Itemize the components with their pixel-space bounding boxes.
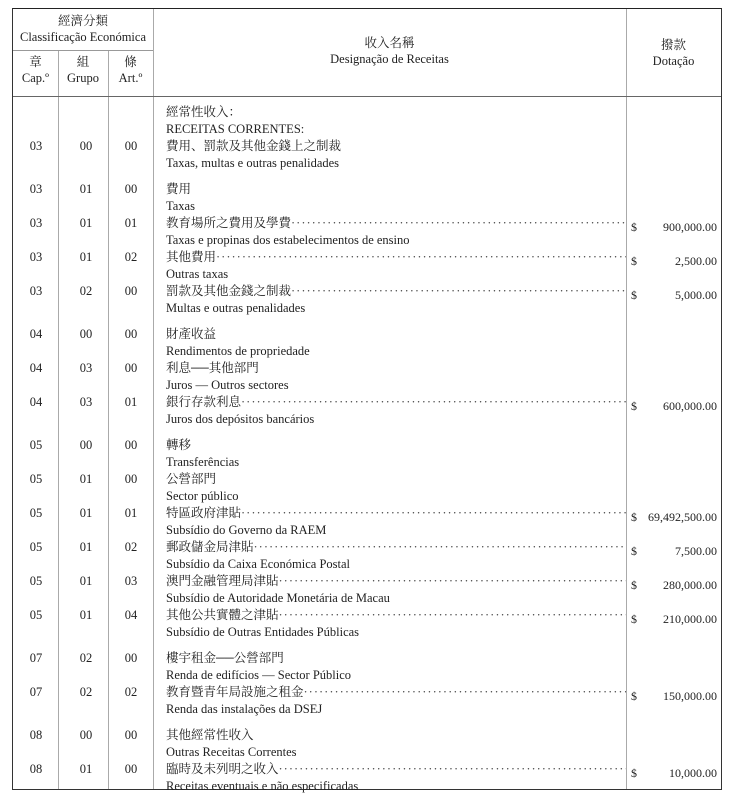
classification-header	[13, 13, 153, 45]
art-code: 01	[124, 395, 138, 409]
currency-symbol: $	[631, 544, 637, 558]
table-row	[13, 437, 721, 471]
designation-zh	[166, 394, 626, 411]
grupo-code: 01	[79, 216, 93, 230]
cap-zh: 章	[29, 55, 42, 69]
art-header	[108, 54, 153, 86]
art-code: 00	[124, 472, 138, 486]
grupo-code: 01	[79, 182, 93, 196]
grupo-code: 01	[79, 506, 93, 520]
dot-leader	[279, 573, 626, 590]
cap-code: 05	[29, 608, 43, 622]
designation-header	[153, 35, 626, 67]
grupo-code: 00	[79, 139, 93, 153]
designation-text: 其他費用	[166, 250, 217, 264]
designation-pt: Multas e outras penalidades	[166, 301, 306, 315]
grupo-code: 01	[79, 608, 93, 622]
grupo-code: 03	[79, 395, 93, 409]
amount: 600,000.00	[663, 399, 717, 413]
cap-code: 07	[29, 651, 43, 665]
grupo-code: 01	[79, 574, 93, 588]
revenue-table	[12, 8, 722, 793]
designation-pt: Subsídio do Governo da RAEM	[166, 523, 327, 537]
cap-code: 08	[29, 728, 43, 742]
grupo-code: 03	[79, 361, 93, 375]
art-code: 03	[124, 574, 138, 588]
table-row	[13, 215, 721, 249]
amount: 280,000.00	[663, 578, 717, 592]
art-code: 00	[124, 651, 138, 665]
designation-pt: Subsídio de Outras Entidades Públicas	[166, 625, 360, 639]
currency-symbol: $	[631, 612, 637, 626]
amount: 2,500.00	[675, 254, 717, 268]
designation-pt: Rendimentos de propriedade	[166, 344, 310, 358]
cap-code: 08	[29, 762, 43, 776]
grupo-zh: 組	[76, 55, 90, 69]
designation-zh	[166, 283, 626, 300]
designation-pt: Taxas	[166, 199, 195, 213]
amount: 150,000.00	[663, 689, 717, 703]
art-pt: Art.º	[118, 71, 143, 85]
table-row	[13, 684, 721, 718]
art-zh: 條	[124, 55, 137, 69]
currency-symbol: $	[631, 766, 637, 780]
amount: 7,500.00	[675, 544, 717, 558]
table-row	[13, 761, 721, 795]
art-code: 04	[124, 608, 138, 622]
cap-code: 05	[29, 540, 43, 554]
amount: 10,000.00	[669, 766, 717, 780]
amount: 69,492,500.00	[648, 510, 717, 524]
table-row	[13, 471, 721, 505]
designation-pt: Renda de edifícios — Sector Público	[166, 668, 352, 682]
designation-text: 郵政儲金局津貼	[166, 540, 254, 554]
classification-zh: 經濟分類	[57, 14, 108, 28]
art-code: 00	[124, 327, 138, 341]
designation-zh: 利息──其他部門	[166, 361, 259, 375]
cap-code: 03	[29, 216, 43, 230]
designation-pt: Taxas, multas e outras penalidades	[166, 156, 340, 170]
art-code: 00	[124, 728, 138, 742]
designation-pt: Subsídio da Caixa Económica Postal	[166, 557, 351, 571]
cap-pt: Cap.º	[21, 71, 50, 85]
designation-zh: 樓宇租金──公營部門	[166, 651, 284, 665]
designation-text: 教育暨青年局設施之租金	[166, 685, 304, 699]
designation-zh: 其他經常性收入	[166, 728, 254, 742]
amount: 5,000.00	[675, 288, 717, 302]
grupo-code: 00	[79, 327, 93, 341]
designation-zh	[166, 684, 626, 701]
designation-text: 教育場所之費用及學費	[166, 216, 292, 230]
grupo-code: 00	[79, 438, 93, 452]
dot-leader	[241, 505, 626, 522]
art-code: 00	[124, 438, 138, 452]
cap-code: 04	[29, 395, 43, 409]
designation-zh: 財產收益	[166, 327, 217, 341]
dot-leader	[279, 607, 626, 624]
cap-code: 05	[29, 574, 43, 588]
designation-pt: Juros dos depósitos bancários	[166, 412, 315, 426]
designation-text: 澳門金融管理局津貼	[166, 574, 279, 588]
cap-header	[13, 54, 58, 86]
designation-zh: 費用	[166, 182, 192, 196]
amount: 210,000.00	[663, 612, 717, 626]
designation-zh	[166, 607, 626, 624]
table-row	[13, 394, 721, 428]
table-row	[13, 539, 721, 573]
designation-zh: 轉移	[166, 438, 192, 452]
dot-leader	[291, 283, 626, 300]
art-code: 00	[124, 139, 138, 153]
art-code: 02	[124, 685, 138, 699]
designation-text: 銀行存款利息	[166, 395, 242, 409]
table-row	[13, 181, 721, 215]
designation-zh	[166, 249, 626, 266]
grupo-code: 02	[79, 685, 93, 699]
grupo-pt: Grupo	[67, 71, 99, 85]
art-code: 01	[124, 506, 138, 520]
amount: 900,000.00	[663, 220, 717, 234]
dot-leader	[279, 761, 626, 778]
designation-text: 特區政府津貼	[166, 506, 242, 520]
currency-symbol: $	[631, 510, 637, 524]
classification-pt: Classificação Económica	[20, 30, 146, 44]
art-code: 00	[124, 762, 138, 776]
designation-pt: Outras taxas	[166, 267, 229, 281]
grupo-code: 01	[79, 762, 93, 776]
art-code: 02	[124, 250, 138, 264]
table-row	[13, 326, 721, 360]
designation-text: 臨時及未列明之收入	[166, 762, 279, 776]
designation-zh	[166, 573, 626, 590]
table-row	[13, 650, 721, 684]
designation-pt: Taxas e propinas dos estabelecimentos de ensino	[166, 233, 410, 247]
art-code: 00	[124, 284, 138, 298]
designation-zh: 經常性收入：	[166, 105, 242, 119]
designation-pt: Designação de Receitas	[330, 52, 449, 66]
designation-zh	[166, 505, 626, 522]
currency-symbol: $	[631, 288, 637, 302]
designation-zh: 收入名稱	[364, 36, 415, 50]
table-row	[13, 360, 721, 394]
designation-pt: Juros — Outros sectores	[166, 378, 289, 392]
grupo-code: 01	[79, 472, 93, 486]
grupo-code: 01	[79, 250, 93, 264]
table-row	[13, 283, 721, 317]
dotacao-pt: Dotação	[652, 54, 695, 68]
cap-code: 03	[29, 139, 43, 153]
designation-zh	[166, 761, 626, 778]
dot-leader	[216, 249, 626, 266]
grupo-code: 01	[79, 540, 93, 554]
table-row	[13, 573, 721, 607]
designation-pt: Outras Receitas Correntes	[166, 745, 297, 759]
designation-pt: Receitas eventuais e não especificadas	[166, 779, 359, 793]
currency-symbol: $	[631, 689, 637, 703]
dot-leader	[304, 684, 626, 701]
grupo-code: 02	[79, 284, 93, 298]
currency-symbol: $	[631, 220, 637, 234]
art-code: 00	[124, 182, 138, 196]
table-body	[13, 104, 721, 795]
dot-leader	[291, 215, 626, 232]
cap-code: 04	[29, 327, 43, 341]
cap-code: 07	[29, 685, 43, 699]
designation-pt: Renda das instalações da DSEJ	[166, 702, 323, 716]
art-code: 01	[124, 216, 138, 230]
cap-code: 03	[29, 284, 43, 298]
art-code: 00	[124, 361, 138, 375]
designation-text: 其他公共實體之津貼	[166, 608, 279, 622]
designation-zh	[166, 215, 626, 232]
cap-code: 04	[29, 361, 43, 375]
divider	[13, 96, 721, 97]
grupo-header	[58, 54, 108, 86]
cap-code: 05	[29, 438, 43, 452]
cap-code: 03	[29, 250, 43, 264]
designation-pt: RECEITAS CORRENTES:	[166, 122, 305, 136]
currency-symbol: $	[631, 578, 637, 592]
grupo-code: 00	[79, 728, 93, 742]
designation-text: 罰款及其他金錢之制裁	[166, 284, 292, 298]
designation-zh: 公營部門	[166, 472, 217, 486]
designation-pt: Subsídio de Autoridade Monetária de Macau	[166, 591, 390, 605]
currency-symbol: $	[631, 399, 637, 413]
currency-symbol: $	[631, 254, 637, 268]
table-row	[13, 249, 721, 283]
designation-pt: Transferências	[166, 455, 240, 469]
table-row	[13, 727, 721, 761]
designation-zh: 費用、罰款及其他金錢上之制裁	[166, 139, 342, 153]
divider	[13, 50, 153, 51]
dotacao-zh: 撥款	[660, 38, 686, 52]
dot-leader	[241, 394, 626, 411]
designation-zh	[166, 539, 626, 556]
cap-code: 05	[29, 506, 43, 520]
cap-code: 03	[29, 182, 43, 196]
cap-code: 05	[29, 472, 43, 486]
table-row	[13, 607, 721, 641]
table-row	[13, 104, 721, 172]
dotacao-header	[626, 37, 721, 69]
dot-leader	[254, 539, 626, 556]
grupo-code: 02	[79, 651, 93, 665]
designation-pt: Sector público	[166, 489, 239, 503]
table-row	[13, 505, 721, 539]
art-code: 02	[124, 540, 138, 554]
